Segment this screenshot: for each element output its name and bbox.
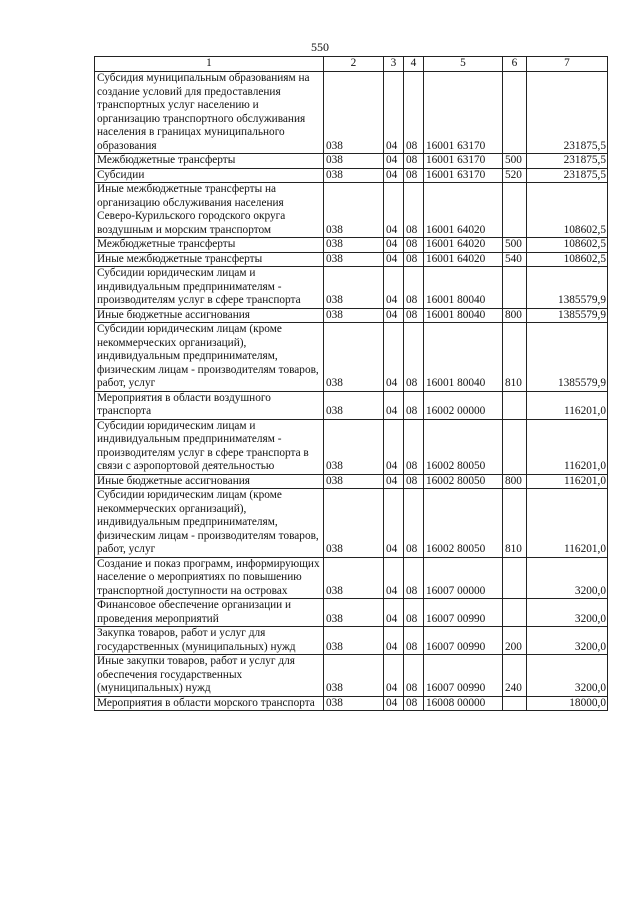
amount-cell: 231875,5 xyxy=(527,72,608,154)
subsection-code-cell: 08 xyxy=(404,627,424,655)
column-header: 1 xyxy=(95,57,324,72)
expense-type-cell: 240 xyxy=(503,655,527,697)
target-article-cell: 16007 00990 xyxy=(424,599,503,627)
amount-cell: 231875,5 xyxy=(527,168,608,183)
expense-type-cell xyxy=(503,267,527,309)
row-name-cell: Иные межбюджетные трансферты на организацию обслуживания населения Северо-Курильского городского округа воздушным и морским транспортом xyxy=(95,183,324,238)
column-header: 3 xyxy=(384,57,404,72)
target-article-cell: 16007 00990 xyxy=(424,627,503,655)
row-name-cell: Мероприятия в области воздушного транспорта xyxy=(95,391,324,419)
ministry-code-cell: 038 xyxy=(324,154,384,169)
expense-type-cell xyxy=(503,183,527,238)
expense-type-cell: 810 xyxy=(503,323,527,392)
amount-cell: 3200,0 xyxy=(527,627,608,655)
expense-type-cell xyxy=(503,391,527,419)
target-article-cell: 16001 63170 xyxy=(424,72,503,154)
column-header: 4 xyxy=(404,57,424,72)
expense-type-cell: 540 xyxy=(503,252,527,267)
ministry-code-cell: 038 xyxy=(324,267,384,309)
section-code-cell: 04 xyxy=(384,72,404,154)
amount-cell: 231875,5 xyxy=(527,154,608,169)
target-article-cell: 16001 80040 xyxy=(424,323,503,392)
table-row xyxy=(95,474,608,489)
table-row xyxy=(95,391,608,419)
ministry-code-cell: 038 xyxy=(324,599,384,627)
table-row xyxy=(95,627,608,655)
subsection-code-cell: 08 xyxy=(404,391,424,419)
amount-cell: 3200,0 xyxy=(527,557,608,599)
target-article-cell: 16002 80050 xyxy=(424,489,503,558)
ministry-code-cell: 038 xyxy=(324,655,384,697)
ministry-code-cell: 038 xyxy=(324,474,384,489)
table-row xyxy=(95,308,608,323)
subsection-code-cell: 08 xyxy=(404,154,424,169)
column-header: 7 xyxy=(527,57,608,72)
column-header: 5 xyxy=(424,57,503,72)
target-article-cell: 16002 80050 xyxy=(424,474,503,489)
table-row xyxy=(95,599,608,627)
row-name-cell: Мероприятия в области морского транспорта xyxy=(95,696,324,711)
table-row xyxy=(95,154,608,169)
section-code-cell: 04 xyxy=(384,489,404,558)
row-name-cell: Создание и показ программ, информирующих население о мероприятиях по повышению транспортной доступности на островах xyxy=(95,557,324,599)
section-code-cell: 04 xyxy=(384,238,404,253)
target-article-cell: 16007 00000 xyxy=(424,557,503,599)
amount-cell: 108602,5 xyxy=(527,252,608,267)
amount-cell: 1385579,9 xyxy=(527,267,608,309)
expense-type-cell: 800 xyxy=(503,474,527,489)
row-name-cell: Финансовое обеспечение организации и проведения мероприятий xyxy=(95,599,324,627)
section-code-cell: 04 xyxy=(384,391,404,419)
expense-type-cell: 200 xyxy=(503,627,527,655)
ministry-code-cell: 038 xyxy=(324,323,384,392)
ministry-code-cell: 038 xyxy=(324,168,384,183)
header-row xyxy=(95,57,608,72)
expense-type-cell xyxy=(503,696,527,711)
table-row xyxy=(95,323,608,392)
ministry-code-cell: 038 xyxy=(324,627,384,655)
table-row xyxy=(95,267,608,309)
subsection-code-cell: 08 xyxy=(404,267,424,309)
target-article-cell: 16001 64020 xyxy=(424,183,503,238)
row-name-cell: Субсидии xyxy=(95,168,324,183)
ministry-code-cell: 038 xyxy=(324,489,384,558)
section-code-cell: 04 xyxy=(384,655,404,697)
amount-cell: 108602,5 xyxy=(527,238,608,253)
ministry-code-cell: 038 xyxy=(324,557,384,599)
subsection-code-cell: 08 xyxy=(404,72,424,154)
table-row xyxy=(95,696,608,711)
target-article-cell: 16001 63170 xyxy=(424,154,503,169)
ministry-code-cell: 038 xyxy=(324,391,384,419)
expense-type-cell xyxy=(503,419,527,474)
section-code-cell: 04 xyxy=(384,252,404,267)
target-article-cell: 16008 00000 xyxy=(424,696,503,711)
page-number: 550 xyxy=(311,40,329,54)
row-name-cell: Закупка товаров, работ и услуг для государственных (муниципальных) нужд xyxy=(95,627,324,655)
target-article-cell: 16001 63170 xyxy=(424,168,503,183)
table-row xyxy=(95,489,608,558)
section-code-cell: 04 xyxy=(384,154,404,169)
section-code-cell: 04 xyxy=(384,308,404,323)
expense-type-cell: 810 xyxy=(503,489,527,558)
amount-cell: 108602,5 xyxy=(527,183,608,238)
expense-type-cell: 800 xyxy=(503,308,527,323)
row-name-cell: Иные бюджетные ассигнования xyxy=(95,308,324,323)
table-row xyxy=(95,72,608,154)
ministry-code-cell: 038 xyxy=(324,183,384,238)
section-code-cell: 04 xyxy=(384,419,404,474)
section-code-cell: 04 xyxy=(384,474,404,489)
amount-cell: 3200,0 xyxy=(527,655,608,697)
subsection-code-cell: 08 xyxy=(404,419,424,474)
budget-table xyxy=(94,56,608,711)
target-article-cell: 16007 00990 xyxy=(424,655,503,697)
subsection-code-cell: 08 xyxy=(404,183,424,238)
target-article-cell: 16001 64020 xyxy=(424,252,503,267)
expense-type-cell xyxy=(503,599,527,627)
ministry-code-cell: 038 xyxy=(324,72,384,154)
expense-type-cell xyxy=(503,557,527,599)
amount-cell: 1385579,9 xyxy=(527,323,608,392)
target-article-cell: 16002 00000 xyxy=(424,391,503,419)
row-name-cell: Субсидия муниципальным образованиям на создание условий для предоставления транспортных услуг населению и организацию транспортного обслуживания населения в границах муниципального образования xyxy=(95,72,324,154)
section-code-cell: 04 xyxy=(384,168,404,183)
subsection-code-cell: 08 xyxy=(404,168,424,183)
ministry-code-cell: 038 xyxy=(324,696,384,711)
subsection-code-cell: 08 xyxy=(404,238,424,253)
section-code-cell: 04 xyxy=(384,599,404,627)
ministry-code-cell: 038 xyxy=(324,252,384,267)
section-code-cell: 04 xyxy=(384,696,404,711)
section-code-cell: 04 xyxy=(384,323,404,392)
subsection-code-cell: 08 xyxy=(404,308,424,323)
ministry-code-cell: 038 xyxy=(324,238,384,253)
amount-cell: 116201,0 xyxy=(527,419,608,474)
column-header: 2 xyxy=(324,57,384,72)
row-name-cell: Иные бюджетные ассигнования xyxy=(95,474,324,489)
subsection-code-cell: 08 xyxy=(404,599,424,627)
section-code-cell: 04 xyxy=(384,183,404,238)
expense-type-cell xyxy=(503,72,527,154)
amount-cell: 116201,0 xyxy=(527,474,608,489)
column-header: 6 xyxy=(503,57,527,72)
table-row xyxy=(95,168,608,183)
table-row xyxy=(95,238,608,253)
subsection-code-cell: 08 xyxy=(404,489,424,558)
subsection-code-cell: 08 xyxy=(404,557,424,599)
section-code-cell: 04 xyxy=(384,627,404,655)
subsection-code-cell: 08 xyxy=(404,323,424,392)
table-row xyxy=(95,183,608,238)
target-article-cell: 16002 80050 xyxy=(424,419,503,474)
amount-cell: 116201,0 xyxy=(527,391,608,419)
row-name-cell: Иные межбюджетные трансферты xyxy=(95,252,324,267)
target-article-cell: 16001 80040 xyxy=(424,267,503,309)
subsection-code-cell: 08 xyxy=(404,474,424,489)
amount-cell: 116201,0 xyxy=(527,489,608,558)
section-code-cell: 04 xyxy=(384,267,404,309)
amount-cell: 1385579,9 xyxy=(527,308,608,323)
table-row xyxy=(95,252,608,267)
section-code-cell: 04 xyxy=(384,557,404,599)
target-article-cell: 16001 64020 xyxy=(424,238,503,253)
table-row xyxy=(95,419,608,474)
subsection-code-cell: 08 xyxy=(404,252,424,267)
row-name-cell: Субсидии юридическим лицам (кроме некоммерческих организаций), индивидуальным предпринимателям, физическим лицам - производителям товаров, работ, услуг xyxy=(95,489,324,558)
table-row xyxy=(95,655,608,697)
expense-type-cell: 500 xyxy=(503,238,527,253)
subsection-code-cell: 08 xyxy=(404,655,424,697)
ministry-code-cell: 038 xyxy=(324,419,384,474)
table-row xyxy=(95,557,608,599)
amount-cell: 3200,0 xyxy=(527,599,608,627)
row-name-cell: Субсидии юридическим лицам и индивидуальным предпринимателям - производителям услуг в сфере транспорта xyxy=(95,267,324,309)
row-name-cell: Субсидии юридическим лицам (кроме некоммерческих организаций), индивидуальным предпринимателям, физическим лицам - производителям товаров, работ, услуг xyxy=(95,323,324,392)
amount-cell: 18000,0 xyxy=(527,696,608,711)
ministry-code-cell: 038 xyxy=(324,308,384,323)
expense-type-cell: 500 xyxy=(503,154,527,169)
row-name-cell: Межбюджетные трансферты xyxy=(95,154,324,169)
row-name-cell: Иные закупки товаров, работ и услуг для обеспечения государственных (муниципальных) нужд xyxy=(95,655,324,697)
subsection-code-cell: 08 xyxy=(404,696,424,711)
target-article-cell: 16001 80040 xyxy=(424,308,503,323)
expense-type-cell: 520 xyxy=(503,168,527,183)
row-name-cell: Субсидии юридическим лицам и индивидуальным предпринимателям - производителям услуг в сфере транспорта в связи с аэропортовой деятельностью xyxy=(95,419,324,474)
row-name-cell: Межбюджетные трансферты xyxy=(95,238,324,253)
